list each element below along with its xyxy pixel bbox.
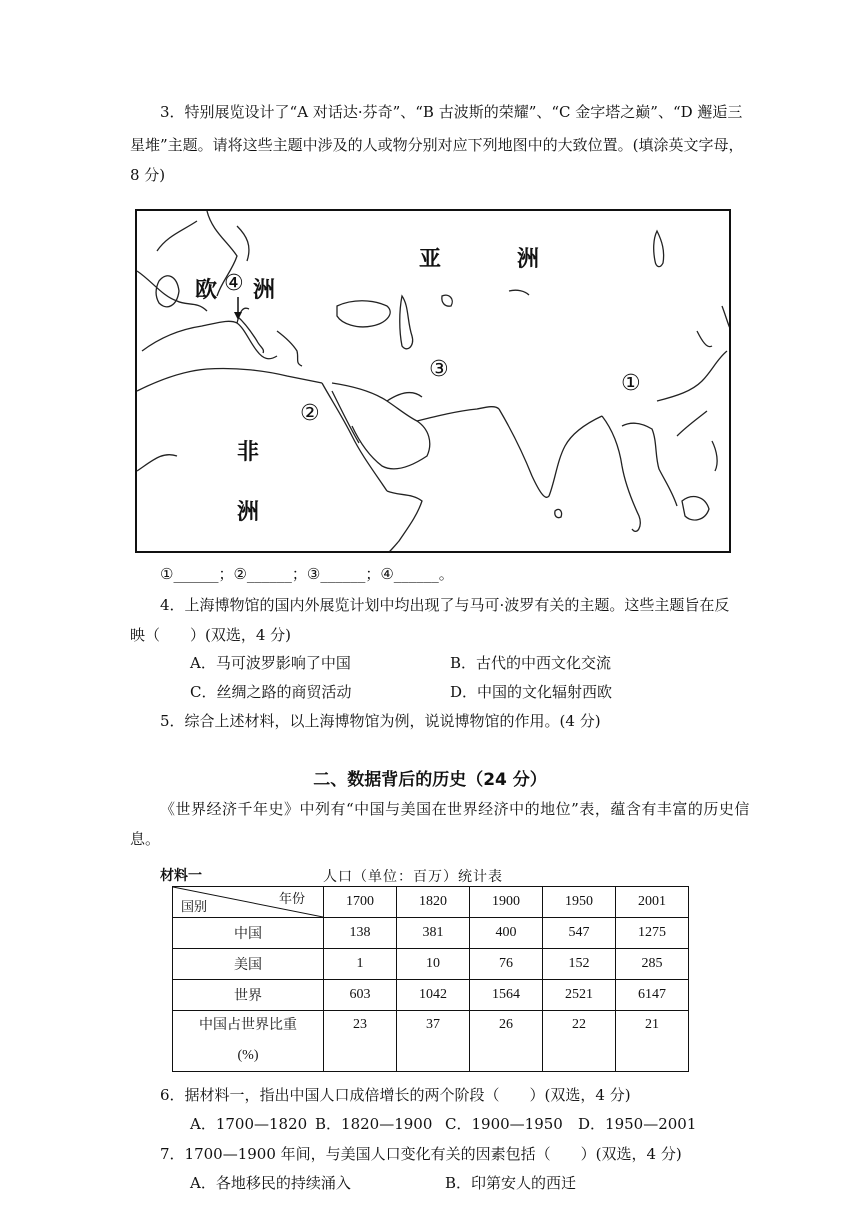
q6-stem: 6．据材料一，指出中国人口成倍增长的两个阶段（ ）(双选，4 分) [160, 1086, 631, 1104]
q4-option-d: D．中国的文化辐射西欧 [450, 683, 613, 701]
table-header-year: 2001 [616, 887, 689, 918]
q6-option-c: C．1900—1950 [445, 1115, 563, 1133]
corner-country-label: 国别 [181, 899, 208, 914]
section-2-intro-line1: 《世界经济千年史》中列有“中国与美国在世界经济中的地位”表，蕴含有丰富的历史信 [160, 800, 750, 818]
table-cell: 22 [543, 1011, 616, 1072]
map-arrow-icon [233, 297, 243, 321]
share-label-line2: (%) [237, 1048, 259, 1063]
table-cell: 21 [616, 1011, 689, 1072]
q7-option-a: A．各地移民的持续涌入 [190, 1174, 351, 1192]
map-label-africa-2: 洲 [237, 500, 260, 525]
table-header-year: 1950 [543, 887, 616, 918]
map-marker-4: ④ [224, 271, 244, 296]
table-header-year: 1820 [397, 887, 470, 918]
map-label-asia-1: 亚 [419, 247, 442, 272]
table-cell: 547 [543, 918, 616, 949]
material-label: 材料一 [160, 868, 202, 884]
q6-option-a: A．1700—1820 [190, 1115, 308, 1133]
q4-option-b: B．古代的中西文化交流 [450, 654, 612, 672]
q3-line2: 星堆”主题。请将这些主题中涉及的人或物分别对应下列地图中的大致位置。(填涂英文字母， [130, 136, 744, 154]
table-cell: 1564 [470, 980, 543, 1011]
table-cell: 1042 [397, 980, 470, 1011]
q7-stem: 7．1700—1900 年间，与美国人口变化有关的因素包括（ ）(双选，4 分) [160, 1145, 682, 1163]
table-cell: 76 [470, 949, 543, 980]
table-cell: 23 [324, 1011, 397, 1072]
table-corner-cell [173, 887, 324, 918]
q4-line2: 映（ ）(双选，4 分) [130, 626, 292, 644]
map-label-europe-1: 欧 [195, 278, 218, 303]
table-cell: 1275 [616, 918, 689, 949]
table-cell: 10 [397, 949, 470, 980]
table-cell: 400 [470, 918, 543, 949]
table-header-year: 1700 [324, 887, 397, 918]
table-cell: 37 [397, 1011, 470, 1072]
table-header-year: 1900 [470, 887, 543, 918]
table-row-label-share [173, 1011, 324, 1072]
table-row-label: 中国 [173, 918, 324, 949]
population-table [172, 886, 689, 1072]
table-row [173, 918, 689, 949]
q3-line3: 8 分) [130, 166, 166, 184]
table-cell: 26 [470, 1011, 543, 1072]
table-row-label: 世界 [173, 980, 324, 1011]
share-label-line1: 中国占世界比重 [199, 1018, 297, 1033]
section-2-intro-line2: 息。 [130, 830, 161, 848]
q4-option-c: C．丝绸之路的商贸活动 [190, 683, 352, 701]
table-cell: 285 [616, 949, 689, 980]
map-marker-2: ② [300, 401, 320, 426]
table-header-row [173, 887, 689, 918]
map-marker-3: ③ [429, 357, 449, 382]
q6-option-d: D．1950—2001 [578, 1115, 697, 1133]
q3-answer-blanks: ①______；②______；③______；④______。 [160, 565, 454, 583]
table-caption: 人口（单位：百万）统计表 [323, 869, 503, 885]
table-cell: 6147 [616, 980, 689, 1011]
table-row [173, 1011, 689, 1072]
q5-text: 5．综合上述材料，以上海博物馆为例，说说博物馆的作用。(4 分) [160, 712, 601, 730]
corner-year-label: 年份 [278, 891, 305, 906]
table-cell: 2521 [543, 980, 616, 1011]
map-label-europe-2: 洲 [253, 278, 276, 303]
table-cell: 603 [324, 980, 397, 1011]
table-cell: 138 [324, 918, 397, 949]
q4-option-a: A．马可波罗影响了中国 [190, 654, 351, 672]
q7-option-b: B．印第安人的西迁 [445, 1174, 577, 1192]
section-2-title: 二、数据背后的历史（24 分） [313, 770, 547, 790]
q3-line1: 3．特别展览设计了“A 对话达·芬奇”、“B 古波斯的荣耀”、“C 金字塔之巅”、“D 邂逅三 [160, 103, 743, 121]
q4-line1: 4．上海博物馆的国内外展览计划中均出现了与马可·波罗有关的主题。这些主题旨在反 [160, 596, 730, 614]
world-map [135, 209, 731, 553]
table-cell: 152 [543, 949, 616, 980]
table-cell: 381 [397, 918, 470, 949]
map-marker-1: ① [621, 371, 641, 396]
map-label-asia-2: 洲 [517, 247, 540, 272]
table-row [173, 980, 689, 1011]
q6-option-b: B．1820—1900 [315, 1115, 433, 1133]
table-cell: 1 [324, 949, 397, 980]
map-label-africa-1: 非 [237, 440, 260, 465]
table-row-label: 美国 [173, 949, 324, 980]
table-row [173, 949, 689, 980]
